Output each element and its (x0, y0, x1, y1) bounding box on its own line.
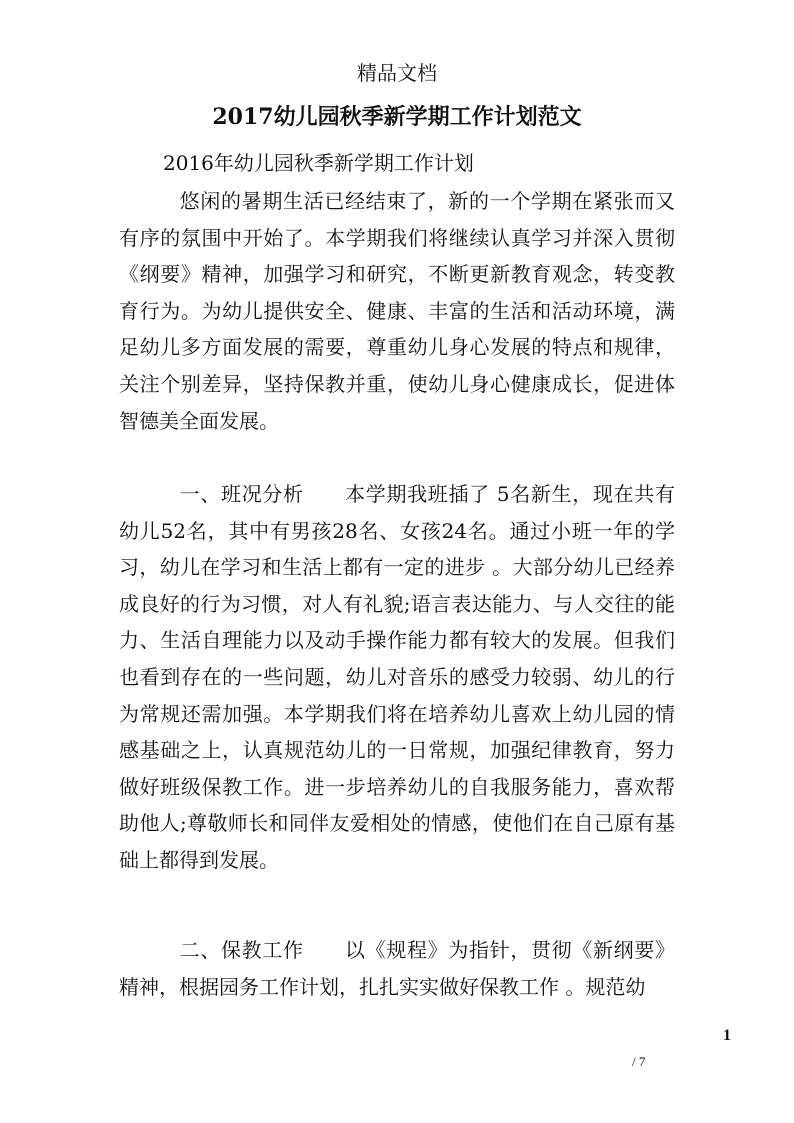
document-title: 2017幼儿园秋季新学期工作计划范文 (212, 104, 582, 130)
paragraph-class-analysis (119, 476, 675, 879)
paragraph-text: 悠闲的暑期生活已经结束了，新的一个学期在紧张而又有序的氛围中开始了。本学期我们将继续认真学习并深入贯彻《纲要》精神，加强学习和研究，不断更新教育观念，转变教育行为。为幼儿提供安全、健康、丰富的生活和活动环境，满足幼儿多方面发展的需要，尊重幼儿身心发展的特点和规律，关注个别差异，坚持保教并重，使幼儿身心健康成长，促进体智德美全面发展。 (119, 189, 675, 433)
paragraph-care-education (119, 932, 675, 1005)
paragraph-text: 一、班况分析 本学期我班插了 5名新生，现在共有幼儿52名，其中有男孩28名、女孩24名。通过小班一年的学习，幼儿在学习和生活上都有一定的进步 。大部分幼儿已经养成良好的行为习惯，对人有礼貌;语言表达能力、与人交往的能力、生活自理能力以及动手操作能力都有较大的发展。但我们也看到存在的一些问题，幼儿对音乐的感受力较弱、幼儿的行为常规还需加强。本学期我们将在培养幼儿喜欢上幼儿园的情感基础之上，认真规范幼儿的一日常规，加强纪律教育，努力做好班级保教工作。进一步培养幼儿的自我服务能力，喜欢帮助他人;尊敬师长和同伴友爱相处的情感，使他们在自己原有基础上都得到发展。 (119, 482, 675, 872)
page-total: / 7 (632, 1054, 646, 1069)
page-number: 1 (723, 1027, 731, 1044)
paragraph-intro (119, 183, 675, 439)
document-header: 精品文档 (357, 61, 437, 85)
paragraph-text: 二、保教工作 以《规程》为指针，贯彻《新纲要》精神，根据园务工作计划，扎扎实实做好保教工作 。规范幼 (119, 938, 675, 999)
document-subtitle: 2016年幼儿园秋季新学期工作计划 (163, 151, 474, 175)
